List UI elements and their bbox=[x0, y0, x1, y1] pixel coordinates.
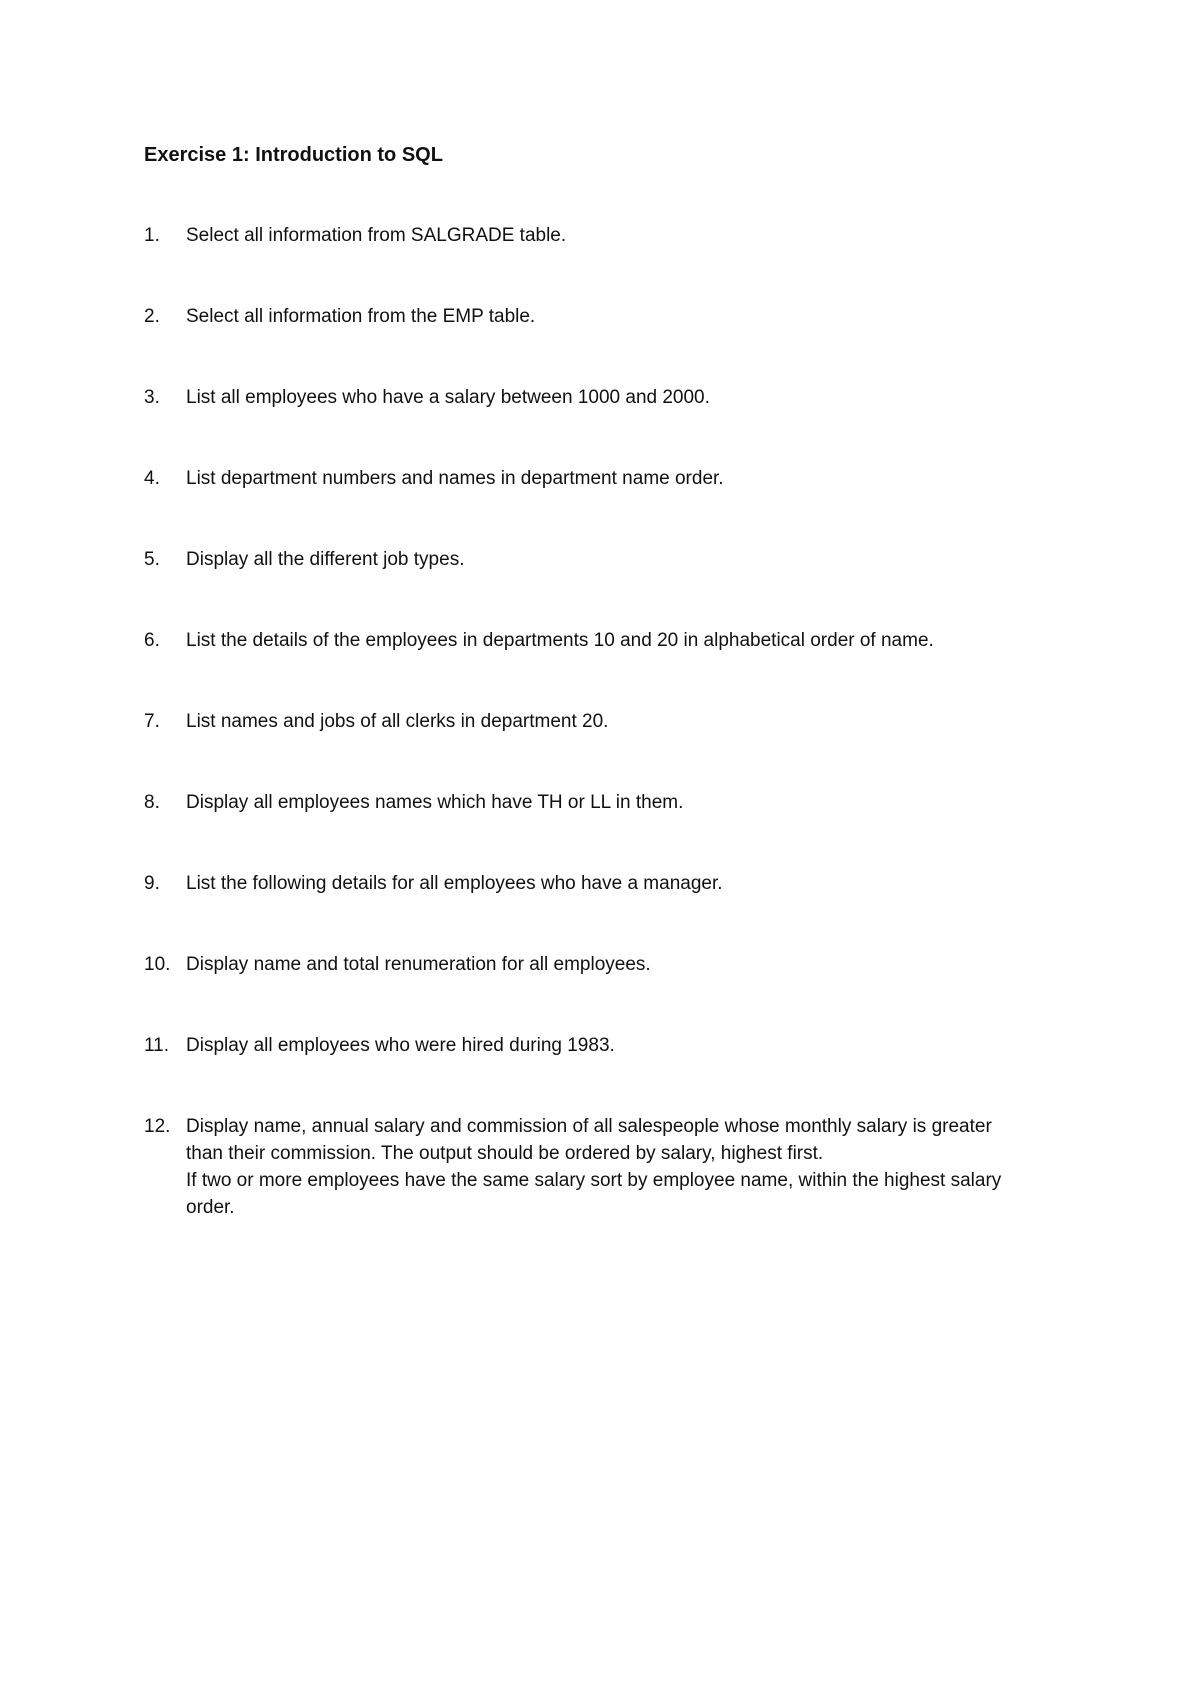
exercise-text bbox=[186, 951, 1064, 978]
exercise-text bbox=[186, 546, 1064, 573]
exercise-item bbox=[144, 546, 1064, 573]
exercise-text-line: If two or more employees have the same salary sort by employee name, within the highest salary bbox=[186, 1170, 1002, 1191]
exercise-text-line: Display all the different job types. bbox=[186, 549, 465, 570]
document-title: Exercise 1: Introduction to SQL bbox=[144, 144, 443, 166]
exercise-number: 7. bbox=[144, 711, 160, 732]
exercise-text-line: Display name and total renumeration for all employees. bbox=[186, 954, 651, 975]
exercise-item bbox=[144, 384, 1064, 411]
exercise-item bbox=[144, 465, 1064, 492]
exercise-number: 1. bbox=[144, 225, 160, 246]
exercise-text bbox=[186, 870, 1064, 897]
exercise-text bbox=[186, 465, 1064, 492]
exercise-text-line: List department numbers and names in department name order. bbox=[186, 468, 724, 489]
exercise-item bbox=[144, 1032, 1064, 1059]
exercise-text bbox=[186, 1113, 1064, 1221]
exercise-item bbox=[144, 627, 1064, 654]
exercise-text bbox=[186, 708, 1064, 735]
exercise-text-line: Display all employees who were hired during 1983. bbox=[186, 1035, 615, 1056]
exercise-text-line: Display name, annual salary and commission of all salespeople whose monthly salary is greater bbox=[186, 1116, 992, 1137]
exercise-number: 10. bbox=[144, 954, 171, 975]
exercise-text-line: List the following details for all employees who have a manager. bbox=[186, 873, 723, 894]
exercise-text-line: Display all employees names which have TH or LL in them. bbox=[186, 792, 684, 813]
exercise-number: 2. bbox=[144, 306, 160, 327]
exercise-item bbox=[144, 708, 1064, 735]
exercise-text bbox=[186, 789, 1064, 816]
exercise-number: 9. bbox=[144, 873, 160, 894]
exercise-text-line: List names and jobs of all clerks in department 20. bbox=[186, 711, 609, 732]
exercise-number: 12. bbox=[144, 1116, 171, 1137]
exercise-text bbox=[186, 1032, 1064, 1059]
exercise-text-line: Select all information from SALGRADE table. bbox=[186, 225, 567, 246]
exercise-number: 4. bbox=[144, 468, 160, 489]
exercise-item bbox=[144, 870, 1064, 897]
exercise-text-line: List all employees who have a salary between 1000 and 2000. bbox=[186, 387, 710, 408]
exercise-text bbox=[186, 222, 1064, 249]
exercise-text-line: List the details of the employees in departments 10 and 20 in alphabetical order of name. bbox=[186, 630, 934, 651]
exercise-item bbox=[144, 951, 1064, 978]
exercise-item bbox=[144, 303, 1064, 330]
exercise-number: 6. bbox=[144, 630, 160, 651]
exercise-text-line: than their commission. The output should be ordered by salary, highest first. bbox=[186, 1143, 824, 1164]
exercise-text-line: Select all information from the EMP table. bbox=[186, 306, 536, 327]
exercise-number: 11. bbox=[144, 1035, 170, 1056]
exercise-text bbox=[186, 627, 1064, 654]
exercise-text-line: order. bbox=[186, 1197, 235, 1218]
exercise-list bbox=[144, 222, 1064, 1275]
exercise-item bbox=[144, 789, 1064, 816]
exercise-item bbox=[144, 222, 1064, 249]
exercise-text bbox=[186, 384, 1064, 411]
exercise-number: 5. bbox=[144, 549, 160, 570]
exercise-number: 3. bbox=[144, 387, 160, 408]
exercise-item bbox=[144, 1113, 1064, 1221]
exercise-text bbox=[186, 303, 1064, 330]
exercise-number: 8. bbox=[144, 792, 160, 813]
